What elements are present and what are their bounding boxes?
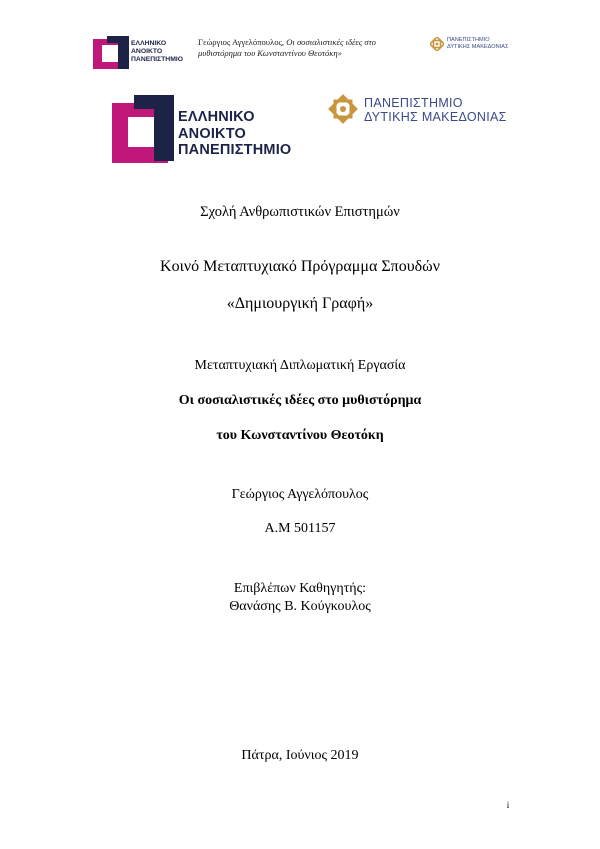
running-header-title-line1: Οι σοσιαλιστικές ιδέες στο (286, 37, 376, 47)
supervisor-label: Επιβλέπων Καθηγητής: (233, 581, 367, 596)
supervisor-name: Θανάσης Β. Κούγκουλος (229, 599, 371, 614)
school-name: Σχολή Ανθρωπιστικών Επιστημών (200, 204, 400, 220)
uowm-logo-line2: ΔΥΤΙΚΗΣ ΜΑΚΕΔΟΝΙΑΣ (364, 110, 507, 124)
eap-logo-line2: ΑΝΟΙΚΤΟ (178, 125, 246, 142)
header-eap-logo-line1: ΕΛΛΗΝΙΚΟ (131, 40, 167, 47)
program-name: «Δημιουργική Γραφή» (226, 295, 374, 312)
uowm-emblem-icon (328, 94, 358, 124)
thesis-type: Μεταπτυχιακή Διπλωματική Εργασία (194, 358, 406, 373)
thesis-title-line1: Οι σοσιαλιστικές ιδέες στο μυθιστόρημα (178, 393, 422, 408)
program-title: Κοινό Μεταπτυχιακό Πρόγραμμα Σπουδών (160, 258, 440, 275)
header-eap-logo-text (131, 40, 183, 64)
running-header-author: Γεώργιος Αγγελόπουλος, (198, 37, 285, 47)
header-eap-logo-line2: ΑΝΟΙΚΤΟ (131, 48, 163, 55)
uowm-logo-line1: ΠΑΝΕΠΙΣΤΗΜΙΟ (364, 96, 463, 110)
header-eap-logo (93, 36, 189, 70)
uowm-logo (328, 94, 518, 126)
running-header-text (198, 37, 376, 59)
header-uowm-logo-line2: ΔΥΤΙΚΗΣ ΜΑΚΕΔΟΝΙΑΣ (447, 43, 509, 50)
eap-logo (112, 95, 294, 163)
thesis-title-line2: του Κωνσταντίνου Θεοτόκη (216, 428, 384, 443)
header-eap-logo-line3: ΠΑΝΕΠΙΣΤΗΜΙΟ (131, 56, 184, 63)
eap-emblem-icon (112, 95, 174, 163)
author-name: Γεώργιος Αγγελόπουλος (231, 487, 369, 502)
place-date: Πάτρα, Ιούνιος 2019 (241, 748, 359, 763)
student-id: Α.Μ 501157 (264, 521, 336, 536)
header-uowm-logo-line1: ΠΑΝΕΠΙΣΤΗΜΙΟ (447, 37, 490, 43)
eap-logo-line3: ΠΑΝΕΠΙΣΤΗΜΙΟ (178, 142, 292, 158)
page-number: i (506, 800, 510, 810)
running-header-title-line2: μυθιστόρημα του Κωνσταντίνου Θεοτόκη» (198, 48, 342, 58)
eap-logo-line1: ΕΛΛΗΝΙΚΟ (178, 109, 255, 125)
eap-emblem-icon (93, 36, 129, 70)
uowm-emblem-icon (430, 37, 444, 51)
header-uowm-logo (430, 37, 530, 53)
